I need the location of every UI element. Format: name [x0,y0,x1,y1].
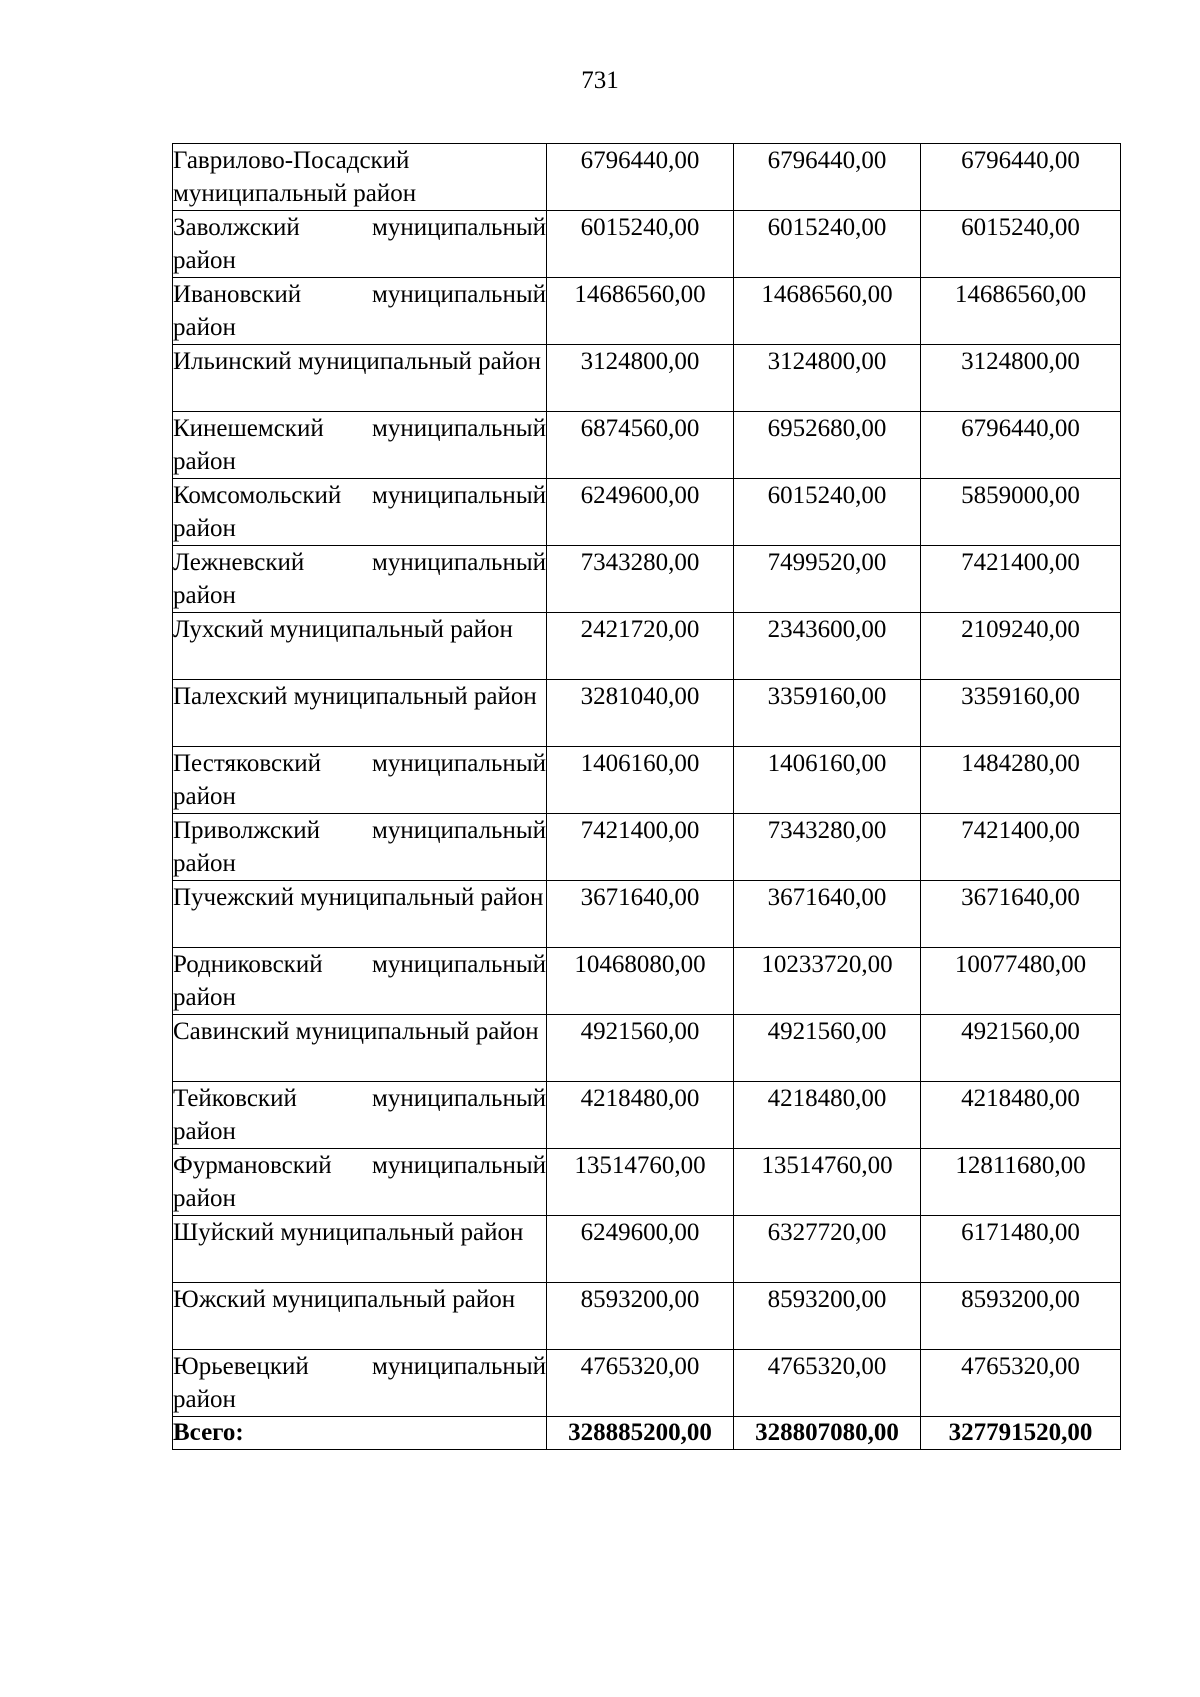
value-col-1: 6796440,00 [547,144,734,211]
total-value-col-1: 328885200,00 [547,1417,734,1450]
value-col-1: 13514760,00 [547,1149,734,1216]
value-col-3: 6796440,00 [921,412,1121,479]
district-name: Родниковский муниципальный район [173,948,547,1015]
value-col-2: 1406160,00 [734,747,921,814]
value-col-1: 1406160,00 [547,747,734,814]
value-col-1: 3671640,00 [547,881,734,948]
value-col-3: 14686560,00 [921,278,1121,345]
total-label: Всего: [173,1417,547,1450]
value-col-3: 4921560,00 [921,1015,1121,1082]
district-name: Комсомольский муниципальный район [173,479,547,546]
value-col-3: 1484280,00 [921,747,1121,814]
value-col-3: 6796440,00 [921,144,1121,211]
district-name: Ильинский муниципальный район [173,345,547,412]
table-row [173,613,1121,680]
page-number: 731 [581,67,619,94]
value-col-2: 10233720,00 [734,948,921,1015]
district-name: Кинешемский муниципальный район [173,412,547,479]
value-col-2: 14686560,00 [734,278,921,345]
value-col-2: 13514760,00 [734,1149,921,1216]
district-name: Ивановский муниципальный район [173,278,547,345]
table-row [173,1149,1121,1216]
value-col-1: 6249600,00 [547,1216,734,1283]
table-row [173,747,1121,814]
value-col-2: 4921560,00 [734,1015,921,1082]
value-col-1: 6874560,00 [547,412,734,479]
value-col-1: 2421720,00 [547,613,734,680]
total-value-col-3: 327791520,00 [921,1417,1121,1450]
value-col-3: 8593200,00 [921,1283,1121,1350]
value-col-1: 6249600,00 [547,479,734,546]
district-name: Заволжский муниципальный район [173,211,547,278]
value-col-3: 7421400,00 [921,546,1121,613]
value-col-3: 4218480,00 [921,1082,1121,1149]
table-body [173,144,1121,1450]
value-col-1: 4765320,00 [547,1350,734,1417]
value-col-3: 3671640,00 [921,881,1121,948]
district-name: Палехский муниципальный район [173,680,547,747]
value-col-3: 5859000,00 [921,479,1121,546]
value-col-3: 10077480,00 [921,948,1121,1015]
value-col-1: 4218480,00 [547,1082,734,1149]
table-row [173,345,1121,412]
value-col-2: 3124800,00 [734,345,921,412]
value-col-3: 12811680,00 [921,1149,1121,1216]
value-col-3: 6015240,00 [921,211,1121,278]
value-col-1: 4921560,00 [547,1015,734,1082]
district-name: Пучежский муниципальный район [173,881,547,948]
total-row [173,1417,1121,1450]
table-row [173,881,1121,948]
value-col-1: 3281040,00 [547,680,734,747]
district-name: Лежневский муниципальный район [173,546,547,613]
table-row [173,1015,1121,1082]
table-row [173,1283,1121,1350]
value-col-2: 3359160,00 [734,680,921,747]
value-col-2: 3671640,00 [734,881,921,948]
value-col-2: 2343600,00 [734,613,921,680]
value-col-2: 4218480,00 [734,1082,921,1149]
value-col-3: 7421400,00 [921,814,1121,881]
table-row [173,1216,1121,1283]
value-col-3: 4765320,00 [921,1350,1121,1417]
total-value-col-2: 328807080,00 [734,1417,921,1450]
value-col-1: 3124800,00 [547,345,734,412]
value-col-2: 7343280,00 [734,814,921,881]
district-name: Шуйский муниципальный район [173,1216,547,1283]
value-col-3: 3124800,00 [921,345,1121,412]
district-name: Тейковский муниципальный район [173,1082,547,1149]
value-col-2: 6015240,00 [734,211,921,278]
value-col-2: 6952680,00 [734,412,921,479]
value-col-2: 8593200,00 [734,1283,921,1350]
value-col-3: 3359160,00 [921,680,1121,747]
value-col-2: 6015240,00 [734,479,921,546]
value-col-1: 10468080,00 [547,948,734,1015]
value-col-2: 6796440,00 [734,144,921,211]
table-row [173,814,1121,881]
value-col-2: 6327720,00 [734,1216,921,1283]
table-row [173,680,1121,747]
district-name: Юрьевецкий муниципальный район [173,1350,547,1417]
value-col-1: 7343280,00 [547,546,734,613]
table-row [173,278,1121,345]
table-row [173,479,1121,546]
table-row [173,948,1121,1015]
table-row [173,144,1121,211]
district-name: Гаврилово-Посадский муниципальный район [173,144,547,211]
district-name: Южский муниципальный район [173,1283,547,1350]
district-name: Пестяковский муниципальный район [173,747,547,814]
value-col-3: 2109240,00 [921,613,1121,680]
value-col-1: 14686560,00 [547,278,734,345]
district-name: Приволжский муниципальный район [173,814,547,881]
district-name: Савинский муниципальный район [173,1015,547,1082]
value-col-1: 8593200,00 [547,1283,734,1350]
value-col-1: 6015240,00 [547,211,734,278]
table-row [173,211,1121,278]
value-col-2: 7499520,00 [734,546,921,613]
table-row [173,546,1121,613]
value-col-2: 4765320,00 [734,1350,921,1417]
table-row [173,412,1121,479]
table-row [173,1082,1121,1149]
value-col-3: 6171480,00 [921,1216,1121,1283]
budget-table [172,143,1121,1450]
district-name: Фурмановский муниципальный район [173,1149,547,1216]
value-col-1: 7421400,00 [547,814,734,881]
table-row [173,1350,1121,1417]
district-name: Лухский муниципальный район [173,613,547,680]
